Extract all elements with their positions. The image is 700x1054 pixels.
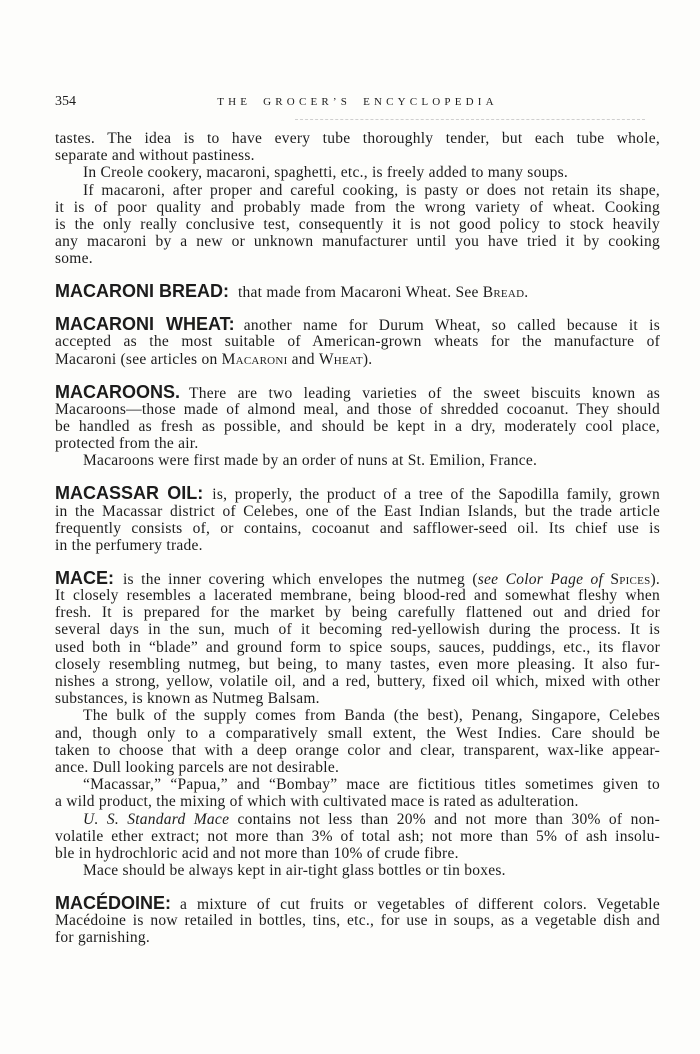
line-text: several days in the sun, much of it becoming red-yellowish during the process. It is [55,621,660,639]
continued-entry-text [55,130,660,268]
text-line [55,182,660,199]
line-text: in the perfumery trade. [55,536,203,554]
line-text: another name for Durum Wheat, so called because it is [243,317,660,335]
text-line [55,845,660,862]
text-line [55,912,660,929]
line-text: substances, is known as Nutmeg Balsam. [55,690,320,708]
text-line [55,759,660,776]
small-caps-text: Bread [482,284,525,302]
paragraph [55,811,660,863]
running-title: THE GROCER’S ENCYCLOPEDIA [217,96,498,108]
line-text: is the only really conclusive test, consequently it is not good policy to stock heavily [55,215,660,233]
paragraph [55,485,660,554]
text-line [55,621,660,638]
headword: MACÉDOINE: [55,893,171,914]
headword: MACAROONS. [55,381,180,402]
line-text: Macaroons—those made of almond meal, and those of shredded cocoanut. They should [55,400,660,418]
text-line [55,537,660,554]
text-line [55,351,660,368]
line-text: and, though only to a comparatively small extent, the West Indies. Care should be [55,724,660,742]
italic-text: see Color Page of [477,570,611,588]
line-text: fresh. It is prepared for the market by being carefully flattened out and dried for [55,604,660,622]
line-text: . [524,284,529,302]
paragraph [55,316,660,368]
line-text: It closely resembles a lacerated membrane, being blood-red and somewhat fleshy when [55,587,660,605]
text-line [55,639,660,656]
paragraph [55,164,660,181]
entry-macassar-oil [55,485,660,554]
text-line [55,776,660,793]
page-number: 354 [55,94,76,109]
line-text: Mace should be always kept in air-tight glass bottles or tin boxes. [83,862,506,880]
text-line [55,381,660,402]
line-text: ). [362,350,373,368]
line-text: it is of poor quality and probably made from the wrong variety of wheat. Cooking [55,198,660,216]
text-line [55,929,660,946]
text-line [55,690,660,707]
line-text: some. [55,250,93,268]
text-line [55,130,660,147]
line-text: The bulk of the supply comes from Banda (the best), Penang, Singapore, Celebes [83,707,660,725]
text-line [55,673,660,690]
paragraph [55,182,660,268]
line-text: that made from Macaroni Wheat. See [238,284,483,302]
text-line [55,250,660,267]
headword: MACASSAR OIL: [55,483,204,504]
text-line [55,216,660,233]
text-line [55,316,660,333]
text-line [55,793,660,810]
paragraph [55,283,660,300]
line-text: taken to choose that with a deep orange color and clear, transparent, wax-like appear- [55,741,660,759]
line-text: Macédoine is now retailed in bottles, tins, etc., for use in soups, as a vegetable dish and [55,912,660,930]
entry-mace [55,567,660,880]
text-line [55,485,660,502]
line-text: is, properly, the product of a tree of the Sapodilla family, grown [212,486,660,504]
line-text: volatile ether extract; not more than 3% of total ash; not more than 5% of ash insolu- [55,827,660,845]
running-head [55,93,660,111]
text-line [55,452,660,469]
text-line [55,656,660,673]
header-rule [295,119,645,120]
line-text: separate and without pastiness. [55,147,255,165]
line-text: be handled as fresh as possible, and should be kept in a dry, moderately cool place, [55,418,660,436]
line-text: a mixture of cut fruits or vegetables of different colors. Vegetable [180,896,660,914]
entry-macaroons [55,381,660,470]
paragraph [55,776,660,810]
line-text: used both in “blade” and ground form to spice soups, sauces, puddings, etc., its flavor [55,638,660,656]
line-text: is the inner covering which envelopes the nutmeg ( [123,570,478,588]
text-line [55,233,660,250]
entry-macaroni-bread [55,283,660,300]
text-line [55,520,660,537]
line-text: for garnishing. [55,929,151,947]
text-line [55,147,660,164]
text-line [55,435,660,452]
paragraph [55,567,660,708]
small-caps-text: Macaroni [221,350,288,368]
line-text: In Creole cookery, macaroni, spaghetti, etc., is freely added to many soups. [83,164,568,182]
text-line [55,604,660,621]
line-text: any macaroni by a new or unknown manufacturer until you have tried it by cooking [55,233,660,251]
headword: MACE: [55,567,114,588]
line-text: tastes. The idea is to have every tube thoroughly tender, but each tube whole, [55,130,660,147]
line-text: “Macassar,” “Papua,” and “Bombay” mace are fictitious titles sometimes given to [83,776,660,794]
text-line [55,707,660,724]
text-line [55,401,660,418]
small-caps-text: Spices [610,570,651,588]
paragraph [55,130,660,164]
small-caps-text: Wheat [318,350,363,368]
line-text: Macaroni (see articles on [55,350,222,368]
line-text: ance. Dull looking parcels are not desirable. [55,758,340,776]
headword: MACARONI BREAD: [55,281,229,302]
line-text: Macaroons were first made by an order of nuns at St. Emilion, France. [83,452,538,470]
text-line [55,587,660,604]
line-text: contains not less than 20% and not more than 30% of non- [229,810,660,828]
line-text: nishes a strong, yellow, volatile oil, and a red, buttery, fixed oil which, mixed with other [55,673,660,691]
line-text: protected from the air. [55,435,199,453]
text-line [55,828,660,845]
text-line [55,725,660,742]
paragraph [55,381,660,453]
body-text [55,130,660,947]
line-text: frequently consists of, or contains, cocoanut and safflower-seed oil. Its chief use is [55,519,660,537]
text-line [55,283,660,300]
italic-text: U. S. Standard Mace [83,810,230,828]
paragraph [55,452,660,469]
text-line [55,742,660,759]
text-line [55,418,660,435]
entry-macaroni-wheat [55,316,660,368]
line-text: ble in hydrochloric acid and not more than 10% of crude fibre. [55,844,459,862]
text-line [55,567,660,588]
text-line [55,199,660,216]
text-line [55,811,660,828]
line-text: closely resembling nutmeg, but being, to many tastes, even more pleasing. It also fur- [55,655,660,673]
line-text: accepted as the most suitable of American-grown wheats for the manufacture of [55,333,660,351]
line-text: and [287,350,319,368]
entry-macedoine [55,895,660,947]
paragraph [55,862,660,879]
line-text: a wild product, the mixing of which with cultivated mace is rated as adulteration. [55,793,579,811]
headword: MACARONI WHEAT: [55,314,235,335]
paragraph [55,707,660,776]
text-line [55,895,660,912]
line-text: There are two leading varieties of the sweet biscuits known as [189,384,660,402]
paragraph [55,895,660,947]
line-text: ). [650,570,660,588]
text-line [55,862,660,879]
text-line [55,164,660,181]
text-line [55,503,660,520]
line-text: in the Macassar district of Celebes, one of the East Indian Islands, but the trade article [55,502,660,520]
line-text: If macaroni, after proper and careful cooking, is pasty or does not retain its shape, [83,181,660,199]
text-line [55,333,660,350]
